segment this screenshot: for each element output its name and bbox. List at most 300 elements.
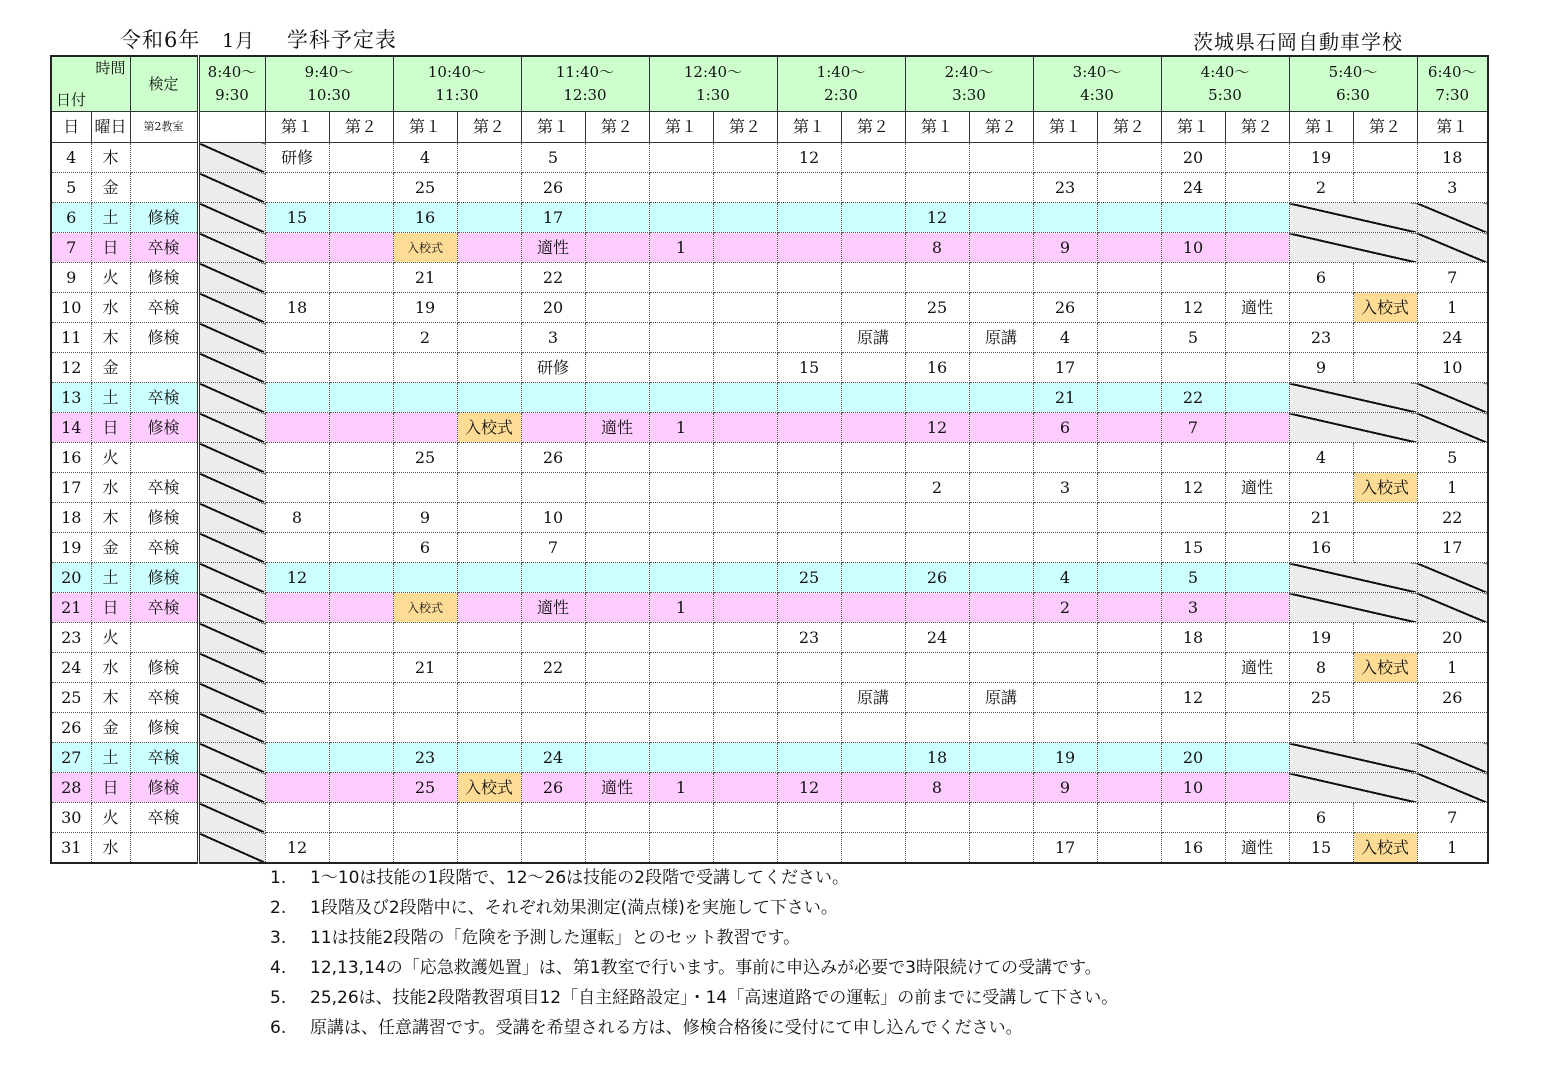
schedule-cell	[841, 173, 905, 203]
schedule-cell: 9	[1289, 353, 1353, 383]
schedule-cell: 22	[1161, 383, 1225, 413]
schedule-cell	[1033, 503, 1097, 533]
table-row	[51, 323, 1488, 353]
schedule-cell	[1225, 443, 1289, 473]
schedule-cell	[649, 203, 713, 233]
slot-0840-cell	[198, 593, 265, 623]
kentei-cell: 修検	[130, 713, 198, 743]
table-row	[51, 533, 1488, 563]
note-number: 1.	[270, 868, 287, 888]
table-row	[51, 743, 1488, 773]
weekday-cell: 金	[91, 533, 130, 563]
schedule-cell	[969, 713, 1033, 743]
schedule-cell	[265, 533, 329, 563]
room-header-blank	[198, 112, 265, 143]
schedule-cell	[649, 173, 713, 203]
schedule-cell	[1353, 173, 1417, 203]
schedule-cell	[585, 593, 649, 623]
schedule-cell	[265, 383, 329, 413]
schedule-cell	[713, 713, 777, 743]
schedule-cell	[1097, 293, 1161, 323]
day-cell: 26	[51, 713, 91, 743]
schedule-cell	[457, 323, 521, 353]
day-cell: 11	[51, 323, 91, 353]
schedule-cell: 適性	[1225, 293, 1289, 323]
schedule-cell	[969, 233, 1033, 263]
schedule-cell: 16	[1289, 533, 1353, 563]
schedule-cell	[1097, 353, 1161, 383]
schedule-cell	[265, 443, 329, 473]
schedule-cell: 25	[393, 173, 457, 203]
day-cell: 4	[51, 143, 91, 173]
schedule-cell	[713, 533, 777, 563]
schedule-cell	[649, 533, 713, 563]
schedule-cell: 適性	[1225, 473, 1289, 503]
schedule-cell	[1417, 713, 1488, 743]
schedule-cell	[777, 833, 841, 864]
schedule-cell	[1033, 263, 1097, 293]
schedule-cell: 26	[1033, 293, 1097, 323]
schedule-cell	[521, 563, 585, 593]
schedule-cell: 5	[1161, 323, 1225, 353]
room2-header: 第２	[1097, 112, 1161, 143]
room2-header: 第２	[457, 112, 521, 143]
schedule-cell	[713, 293, 777, 323]
weekday-header: 曜日	[91, 112, 130, 143]
note-item	[270, 1016, 1118, 1046]
schedule-cell	[777, 383, 841, 413]
schedule-cell	[457, 653, 521, 683]
schedule-cell	[649, 743, 713, 773]
slot-0840-cell	[198, 173, 265, 203]
schedule-cell	[1161, 203, 1225, 233]
schedule-cell	[649, 683, 713, 713]
day-cell: 6	[51, 203, 91, 233]
schedule-cell	[393, 353, 457, 383]
schedule-cell	[777, 233, 841, 263]
table-row	[51, 593, 1488, 623]
schedule-cell	[1353, 353, 1417, 383]
schedule-cell	[1225, 233, 1289, 263]
schedule-cell: 2	[1289, 173, 1353, 203]
schedule-cell	[1097, 413, 1161, 443]
schedule-cell	[521, 473, 585, 503]
schedule-cell	[969, 383, 1033, 413]
schedule-cell	[265, 233, 329, 263]
weekday-cell: 火	[91, 443, 130, 473]
schedule-cell	[1225, 713, 1289, 743]
weekday-cell: 金	[91, 173, 130, 203]
schedule-cell	[649, 833, 713, 864]
schedule-cell: 10	[1161, 233, 1225, 263]
schedule-cell	[1097, 743, 1161, 773]
kentei-cell: 修検	[130, 263, 198, 293]
table-row	[51, 653, 1488, 683]
schedule-cell	[777, 473, 841, 503]
schedule-cell	[905, 533, 969, 563]
schedule-cell	[1161, 443, 1225, 473]
schedule-cell	[649, 323, 713, 353]
schedule-cell	[777, 743, 841, 773]
schedule-cell	[649, 353, 713, 383]
schedule-cell	[905, 443, 969, 473]
schedule-cell: 2	[1033, 593, 1097, 623]
schedule-cell	[329, 593, 393, 623]
schedule-cell	[1161, 803, 1225, 833]
note-number: 5.	[270, 988, 287, 1008]
schedule-cell	[1289, 233, 1417, 263]
schedule-cell	[393, 803, 457, 833]
schedule-cell	[1353, 143, 1417, 173]
schedule-cell: 7	[1417, 803, 1488, 833]
corner-cell	[51, 56, 130, 112]
month-label: 1月	[222, 30, 256, 52]
room2-header: 第２	[969, 112, 1033, 143]
schedule-cell: 適性	[585, 413, 649, 443]
weekday-cell: 土	[91, 743, 130, 773]
schedule-cell: 研修	[265, 143, 329, 173]
schedule-cell	[841, 773, 905, 803]
room2-header: 第２	[329, 112, 393, 143]
time-slot-header: 10:40～ 11:30	[393, 56, 521, 112]
schedule-cell	[905, 653, 969, 683]
schedule-cell	[777, 263, 841, 293]
day-cell: 5	[51, 173, 91, 203]
schedule-cell	[1097, 383, 1161, 413]
kentei-cell: 卒検	[130, 743, 198, 773]
weekday-cell: 日	[91, 773, 130, 803]
weekday-cell: 水	[91, 293, 130, 323]
slot-0840-cell	[198, 383, 265, 413]
schedule-cell	[1353, 263, 1417, 293]
note-text: 原講は、任意講習です。受講を希望される方は、修検合格後に受付にて申し込んでください。	[310, 1018, 1023, 1038]
schedule-cell	[1033, 143, 1097, 173]
schedule-cell	[585, 143, 649, 173]
schedule-cell	[1225, 623, 1289, 653]
schedule-cell: 5	[521, 143, 585, 173]
schedule-cell	[713, 683, 777, 713]
time-header-row	[51, 56, 1488, 112]
room1-header: 第１	[1033, 112, 1097, 143]
schedule-cell	[777, 803, 841, 833]
schedule-cell: 2	[393, 323, 457, 353]
schedule-cell	[1225, 383, 1289, 413]
note-text: 25,26は、技能2段階教習項目12「自主経路設定」・14「高速道路での運転」の前までに受講して下さい。	[310, 988, 1119, 1008]
slot-0840-cell	[198, 563, 265, 593]
schedule-cell	[585, 713, 649, 743]
schedule-cell	[585, 623, 649, 653]
schedule-cell: 12	[265, 563, 329, 593]
schedule-cell	[393, 413, 457, 443]
slot-0840-cell	[198, 413, 265, 443]
weekday-cell: 日	[91, 413, 130, 443]
schedule-cell	[1097, 143, 1161, 173]
schedule-cell: 15	[1161, 533, 1225, 563]
schedule-cell: 25	[905, 293, 969, 323]
schedule-cell	[841, 503, 905, 533]
schedule-cell	[393, 623, 457, 653]
schedule-cell: 19	[393, 293, 457, 323]
schedule-cell	[1097, 623, 1161, 653]
schedule-cell	[1225, 563, 1289, 593]
schedule-cell	[969, 203, 1033, 233]
schedule-cell: 26	[1417, 683, 1488, 713]
schedule-cell: 入校式	[1353, 653, 1417, 683]
table-row	[51, 383, 1488, 413]
weekday-cell: 木	[91, 683, 130, 713]
schedule-cell	[1097, 233, 1161, 263]
schedule-cell	[777, 293, 841, 323]
schedule-cell: 24	[1161, 173, 1225, 203]
schedule-cell	[969, 743, 1033, 773]
weekday-cell: 金	[91, 713, 130, 743]
schedule-cell	[969, 143, 1033, 173]
schedule-cell: 26	[521, 173, 585, 203]
schedule-cell	[329, 773, 393, 803]
schedule-cell	[585, 533, 649, 563]
schedule-cell	[585, 803, 649, 833]
schedule-cell	[457, 203, 521, 233]
schedule-cell: 12	[777, 773, 841, 803]
schedule-cell	[1097, 773, 1161, 803]
schedule-cell: 8	[905, 233, 969, 263]
day-cell: 19	[51, 533, 91, 563]
schedule-cell: 入校式	[1353, 293, 1417, 323]
schedule-cell	[393, 473, 457, 503]
schedule-cell	[1353, 623, 1417, 653]
schedule-cell	[1417, 743, 1488, 773]
schedule-cell	[265, 413, 329, 443]
schedule-cell: 21	[1033, 383, 1097, 413]
room2-header: 第２	[713, 112, 777, 143]
schedule-cell	[713, 773, 777, 803]
schedule-cell	[1417, 203, 1488, 233]
kentei-cell: 修検	[130, 503, 198, 533]
schedule-cell	[777, 413, 841, 443]
schedule-cell	[905, 683, 969, 713]
schedule-cell: 22	[1417, 503, 1488, 533]
day-cell: 30	[51, 803, 91, 833]
schedule-cell	[329, 383, 393, 413]
schedule-cell: 入校式	[1353, 473, 1417, 503]
schedule-cell	[1289, 593, 1417, 623]
schedule-cell	[713, 383, 777, 413]
schedule-cell	[905, 803, 969, 833]
schedule-cell: 15	[265, 203, 329, 233]
schedule-cell	[649, 473, 713, 503]
schedule-cell	[777, 593, 841, 623]
schedule-cell	[1033, 683, 1097, 713]
table-row	[51, 443, 1488, 473]
schedule-cell: 4	[1033, 323, 1097, 353]
slot-0840-cell	[198, 683, 265, 713]
schedule-cell	[457, 533, 521, 563]
schedule-cell	[841, 623, 905, 653]
kentei-cell	[130, 353, 198, 383]
schedule-cell	[1289, 473, 1353, 503]
schedule-cell	[777, 653, 841, 683]
schedule-cell: 18	[265, 293, 329, 323]
schedule-cell	[1289, 203, 1417, 233]
schedule-cell	[1097, 563, 1161, 593]
schedule-table	[50, 55, 1489, 864]
slot-0840-cell	[198, 623, 265, 653]
day-header: 日	[51, 112, 91, 143]
schedule-cell: 12	[905, 413, 969, 443]
schedule-cell: 1	[1417, 293, 1488, 323]
schedule-cell	[1289, 413, 1417, 443]
day-cell: 24	[51, 653, 91, 683]
schedule-cell	[1225, 773, 1289, 803]
schedule-title: 学科予定表	[286, 28, 397, 52]
schedule-cell: 1	[1417, 473, 1488, 503]
schedule-cell	[329, 653, 393, 683]
weekday-cell: 木	[91, 503, 130, 533]
schedule-cell: 26	[905, 563, 969, 593]
schedule-cell	[457, 353, 521, 383]
schedule-cell: 16	[905, 353, 969, 383]
slot-0840-cell	[198, 323, 265, 353]
schedule-cell	[457, 743, 521, 773]
schedule-cell	[329, 833, 393, 864]
schedule-cell: 原講	[841, 683, 905, 713]
schedule-cell: 入校式	[1353, 833, 1417, 864]
schedule-cell	[585, 173, 649, 203]
note-item	[270, 956, 1118, 986]
schedule-cell	[457, 503, 521, 533]
schedule-cell: 20	[1161, 143, 1225, 173]
schedule-cell	[1353, 683, 1417, 713]
schedule-cell: 17	[521, 203, 585, 233]
schedule-cell: 21	[1289, 503, 1353, 533]
schedule-cell: 25	[1289, 683, 1353, 713]
schedule-cell: 26	[521, 773, 585, 803]
schedule-cell	[1097, 533, 1161, 563]
schedule-cell	[1353, 443, 1417, 473]
schedule-cell	[393, 563, 457, 593]
schedule-cell	[713, 143, 777, 173]
room2-header: 第２	[585, 112, 649, 143]
schedule-cell: 9	[393, 503, 457, 533]
note-item	[270, 866, 1118, 896]
slot-0840-cell	[198, 143, 265, 173]
schedule-cell	[969, 173, 1033, 203]
schedule-cell	[777, 533, 841, 563]
weekday-cell: 木	[91, 323, 130, 353]
schedule-cell	[1417, 413, 1488, 443]
schedule-cell	[1225, 263, 1289, 293]
room1-header: 第１	[265, 112, 329, 143]
note-item	[270, 896, 1118, 926]
table-row	[51, 353, 1488, 383]
kentei-cell	[130, 623, 198, 653]
schedule-cell	[329, 143, 393, 173]
schedule-cell	[649, 503, 713, 533]
schedule-cell	[713, 263, 777, 293]
schedule-cell: 10	[521, 503, 585, 533]
schedule-cell	[329, 413, 393, 443]
schedule-cell	[1033, 653, 1097, 683]
schedule-cell: 原講	[969, 683, 1033, 713]
schedule-cell	[329, 203, 393, 233]
schedule-cell	[457, 443, 521, 473]
schedule-cell	[1097, 323, 1161, 353]
schedule-cell	[585, 683, 649, 713]
schedule-cell	[649, 713, 713, 743]
day-cell: 27	[51, 743, 91, 773]
school-name: 茨城県石岡自動車学校	[1193, 30, 1403, 54]
schedule-cell: 17	[1417, 533, 1488, 563]
schedule-cell	[969, 653, 1033, 683]
note-text: 1～10は技能の1段階で、12～26は技能の2段階で受講してください。	[310, 868, 850, 888]
schedule-cell	[713, 443, 777, 473]
table-row	[51, 713, 1488, 743]
room2-header: 第２	[841, 112, 905, 143]
schedule-cell	[329, 683, 393, 713]
schedule-cell	[585, 203, 649, 233]
schedule-cell	[841, 593, 905, 623]
schedule-cell	[1097, 203, 1161, 233]
schedule-cell	[457, 563, 521, 593]
schedule-cell: 3	[1033, 473, 1097, 503]
day-cell: 20	[51, 563, 91, 593]
day-cell: 10	[51, 293, 91, 323]
schedule-cell: 16	[393, 203, 457, 233]
schedule-cell: 17	[1033, 833, 1097, 864]
schedule-cell	[841, 473, 905, 503]
schedule-cell	[329, 293, 393, 323]
room2-header: 第２	[1225, 112, 1289, 143]
weekday-cell: 木	[91, 143, 130, 173]
weekday-cell: 火	[91, 623, 130, 653]
slot-0840-cell	[198, 803, 265, 833]
schedule-cell	[457, 833, 521, 864]
schedule-cell: 1	[649, 593, 713, 623]
schedule-cell: 20	[1417, 623, 1488, 653]
schedule-cell	[649, 143, 713, 173]
schedule-cell: 23	[1289, 323, 1353, 353]
weekday-cell: 土	[91, 203, 130, 233]
table-row	[51, 683, 1488, 713]
schedule-cell	[265, 743, 329, 773]
schedule-cell	[585, 653, 649, 683]
schedule-cell: 入校式	[393, 593, 457, 623]
table-row	[51, 203, 1488, 233]
schedule-cell	[585, 293, 649, 323]
schedule-cell: 12	[1161, 293, 1225, 323]
schedule-cell	[649, 623, 713, 653]
table-row	[51, 413, 1488, 443]
schedule-cell	[585, 563, 649, 593]
schedule-cell	[649, 383, 713, 413]
time-slot-header: 9:40～ 10:30	[265, 56, 393, 112]
schedule-cell: 1	[1417, 653, 1488, 683]
schedule-body	[51, 143, 1488, 864]
day-cell: 13	[51, 383, 91, 413]
schedule-cell	[841, 293, 905, 323]
note-item	[270, 986, 1118, 1016]
schedule-cell	[1033, 803, 1097, 833]
schedule-cell: 研修	[521, 353, 585, 383]
schedule-cell: 22	[521, 263, 585, 293]
schedule-cell	[1225, 143, 1289, 173]
schedule-cell	[457, 233, 521, 263]
schedule-cell	[329, 623, 393, 653]
day-cell: 7	[51, 233, 91, 263]
schedule-cell	[265, 773, 329, 803]
kentei-cell: 修検	[130, 773, 198, 803]
table-row	[51, 803, 1488, 833]
